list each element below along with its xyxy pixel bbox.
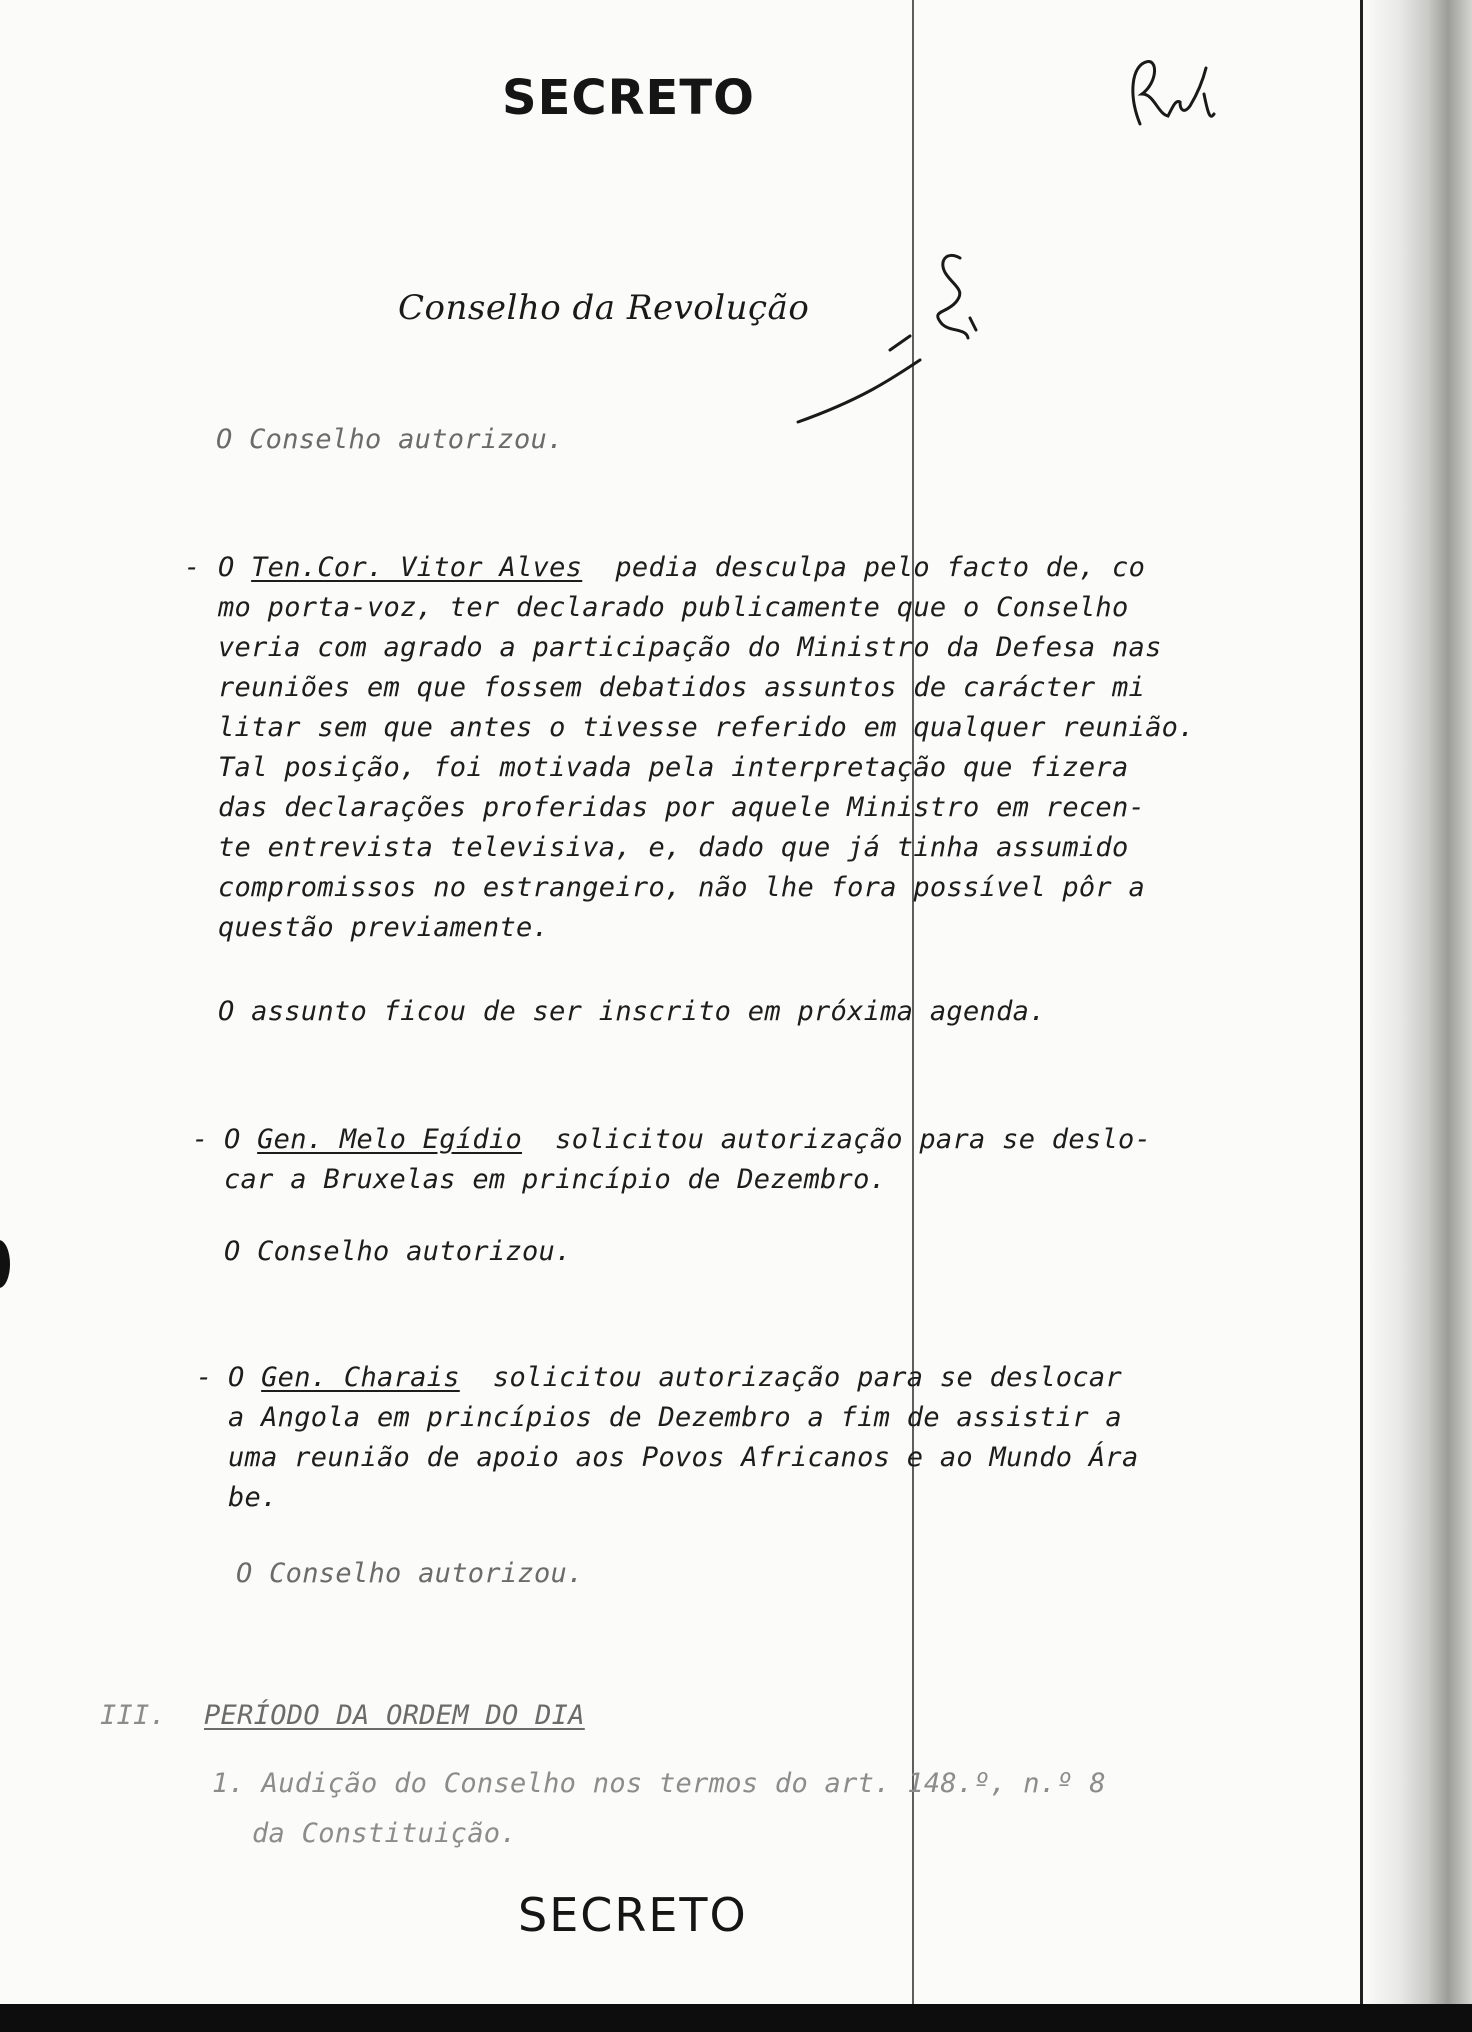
speaker-name: Ten.Cor. Vitor Alves	[251, 552, 583, 583]
scan-bottom-edge	[0, 2004, 1472, 2032]
agenda-point: 1. Audição do Conselho nos termos do art. 148.º, n.º 8	[212, 1768, 1106, 1799]
classification-stamp-bottom: SECRETO	[518, 1888, 748, 1942]
item-text-line: solicitou autorização para se deslocar	[492, 1362, 1123, 1393]
item-text-line: reuniões em que fossem debatidos assuntos de carácter mi	[218, 672, 1146, 703]
handwritten-signature-mark	[770, 240, 1010, 430]
item-text-line: car a Bruxelas em princípio de Dezembro.	[224, 1164, 887, 1195]
agenda-point-continuation: da Constituição.	[252, 1818, 517, 1849]
result-text: O Conselho autorizou.	[216, 424, 564, 455]
letterhead-title: Conselho da Revolução	[398, 288, 810, 328]
scanned-document-page: SECRETO Conselho da Revolução O Conselho autorizou. - O Ten.Cor. Vitor Alves pedia desculpa pelo facto de, co mo porta-voz, ter declarado publicamente que o Conselho veria com agrado a participação do Ministro da Defesa nas reuniões em que fossem debatidos assuntos de carácter mi litar sem que antes o tivesse referido em qualquer reunião. Tal posição, foi motivada pela interpretação que fizera das declarações proferidas por aquele Ministro em recen- te entrevista televisiva, e, dado que já tinha assumido compromissos no estrangeiro, não lhe fora possível pôr a questão previamente. O assunto ficou de ser inscrito em próxima agenda. - O Gen. Melo Egídio solicitou autorização para se deslo- car a Bruxelas em princípio de Dezembro. O Conselho autorizou. - O Gen. Charais solicitou autorização para se deslocar a Angola em princípios de Dezembro a fim de assistir a uma reunião de apoio aos Povos Africanos e ao Mundo Ára be. O Conselho autorizou. III. PERÍODO DA ORDEM DO DIA 1. Audição do Conselho nos termos do art. 148.º, n.º 8 da Constituição. SECRETO	[0, 0, 1472, 2032]
item-text-line: be.	[228, 1482, 278, 1513]
speaker-name: Gen. Charais	[261, 1362, 460, 1393]
result-text: O assunto ficou de ser inscrito em próxima agenda.	[218, 996, 1046, 1027]
item-text-line: veria com agrado a participação do Ministro da Defesa nas	[218, 632, 1162, 663]
result-text: O Conselho autorizou.	[236, 1558, 584, 1589]
section-heading: PERÍODO DA ORDEM DO DIA	[204, 1700, 585, 1731]
classification-stamp-top: SECRETO	[502, 70, 755, 126]
section-number: III.	[100, 1700, 167, 1731]
item-text-line: litar sem que antes o tivesse referido em qualquer reunião.	[218, 712, 1195, 743]
scan-page-edge-shadow	[1362, 0, 1472, 2032]
item-text-line: te entrevista televisiva, e, dado que já tinha assumido	[218, 832, 1129, 863]
item-text-line: das declarações proferidas por aquele Ministro em recen-	[218, 792, 1146, 823]
item-dash: -	[192, 1124, 209, 1155]
item-text-line: pedia desculpa pelo facto de, co	[615, 552, 1146, 583]
item-text-line: mo porta-voz, ter declarado publicamente que o Conselho	[218, 592, 1129, 623]
handwritten-rubric	[1118, 54, 1238, 144]
item-text-line: solicitou autorização para se deslo-	[555, 1124, 1152, 1155]
item-dash: -	[196, 1362, 213, 1393]
item-text-line: compromissos no estrangeiro, não lhe fora possível pôr a	[218, 872, 1146, 903]
item-text-line: questão previamente.	[218, 912, 550, 943]
item-text-line: a Angola em princípios de Dezembro a fim de assistir a	[228, 1402, 1122, 1433]
item-text-line: uma reunião de apoio aos Povos Africanos e ao Mundo Ára	[228, 1442, 1139, 1473]
scan-punch-hole	[0, 1240, 10, 1288]
item-text-line: Tal posição, foi motivada pela interpretação que fizera	[218, 752, 1129, 783]
result-text: O Conselho autorizou.	[224, 1236, 572, 1267]
speaker-name: Gen. Melo Egídio	[257, 1124, 523, 1155]
scan-page-edge-line	[1360, 0, 1363, 2032]
item-dash: -	[184, 552, 201, 583]
